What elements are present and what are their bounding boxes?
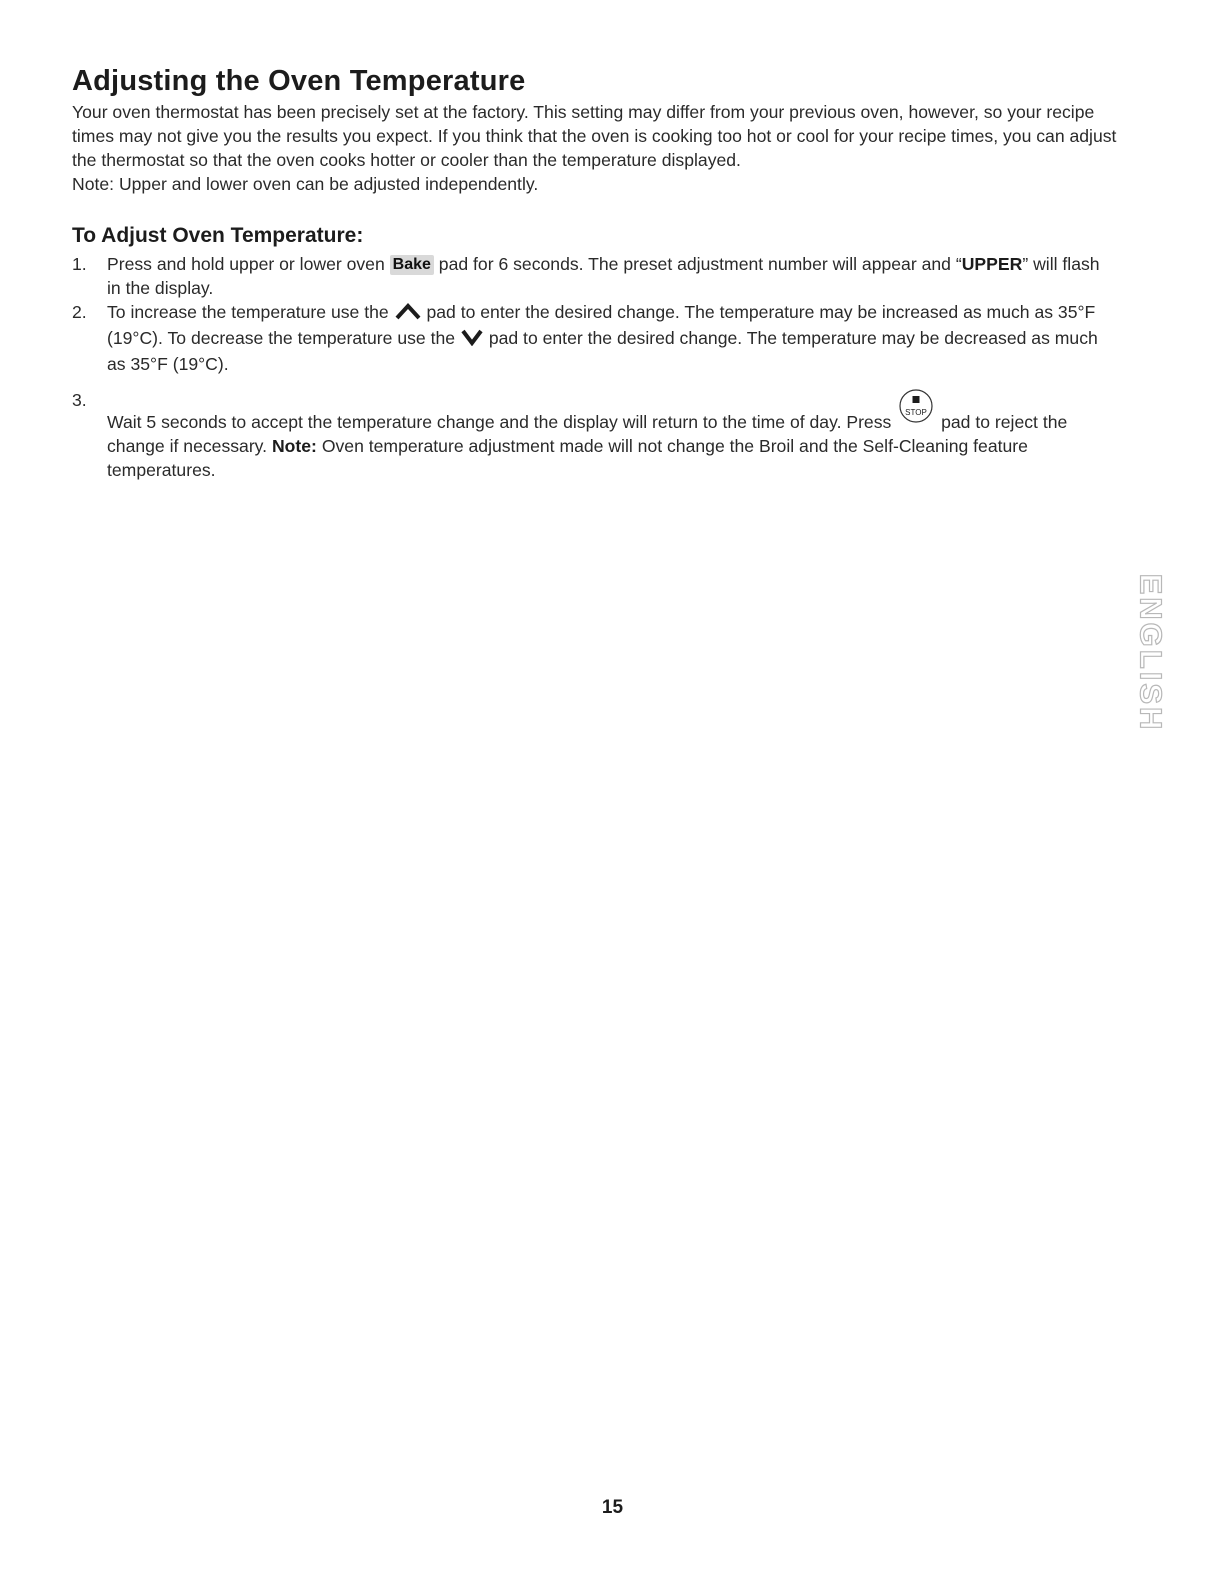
section-heading: To Adjust Oven Temperature: xyxy=(72,224,364,247)
steps-list xyxy=(72,252,1117,482)
step-text: Wait 5 seconds to accept the temperature change and the display will return to the time of day. Press xyxy=(107,412,892,432)
language-tab xyxy=(1130,573,1170,732)
quote-close: ” xyxy=(1022,254,1029,274)
step-1 xyxy=(72,252,1117,300)
intro-note: Note: Upper and lower oven can be adjusted independently. xyxy=(72,174,539,194)
page-number: 15 xyxy=(601,1497,624,1518)
upper-label: UPPER xyxy=(961,254,1023,274)
step-3 xyxy=(72,388,1117,482)
stop-pad-icon xyxy=(898,388,934,430)
stop-label: STOP xyxy=(905,408,928,417)
language-label: ENGLISH xyxy=(1133,573,1169,732)
intro-paragraph xyxy=(72,100,1117,196)
step-number: 3. xyxy=(72,390,87,410)
bake-pad-icon: Bake xyxy=(390,255,434,275)
manual-page xyxy=(72,62,1117,482)
step-number: 2. xyxy=(72,302,87,322)
page-title: Adjusting the Oven Temperature xyxy=(72,65,526,97)
quote-open: “ xyxy=(955,254,962,274)
down-arrow-icon xyxy=(460,328,484,352)
step-text: pad for 6 seconds. The preset adjustment number will appear and xyxy=(438,254,951,274)
step-text: Press and hold upper or lower oven xyxy=(107,254,385,274)
note-label: Note: xyxy=(271,436,317,456)
up-arrow-icon xyxy=(394,302,422,326)
step-text: pad to reject the change if necessary. xyxy=(107,412,1068,456)
step-number: 1. xyxy=(72,254,87,274)
step-text: pad to enter the desired change. The temperature may be increased as much as 35°F (19°C). To decrease the temperature use the xyxy=(107,302,1096,348)
step-text: To increase the temperature use the xyxy=(107,302,389,322)
step-text: will flash in the display. xyxy=(107,254,1100,298)
step-2 xyxy=(72,300,1117,376)
step-text: Oven temperature adjustment made will not change the Broil and the Self-Cleaning feature temperatures. xyxy=(107,436,1028,480)
step-text: pad to enter the desired change. The temperature may be decreased as much as 35°F (19°C). xyxy=(107,328,1098,374)
intro-text: Your oven thermostat has been precisely set at the factory. This setting may differ from your previous oven, however, so your recipe times may not give you the results you expect. If you think that the oven is cooking too hot or cool for your recipe times, you can adjust the thermostat so that the oven cooks hotter or cooler than the temperature displayed. xyxy=(72,102,1117,170)
